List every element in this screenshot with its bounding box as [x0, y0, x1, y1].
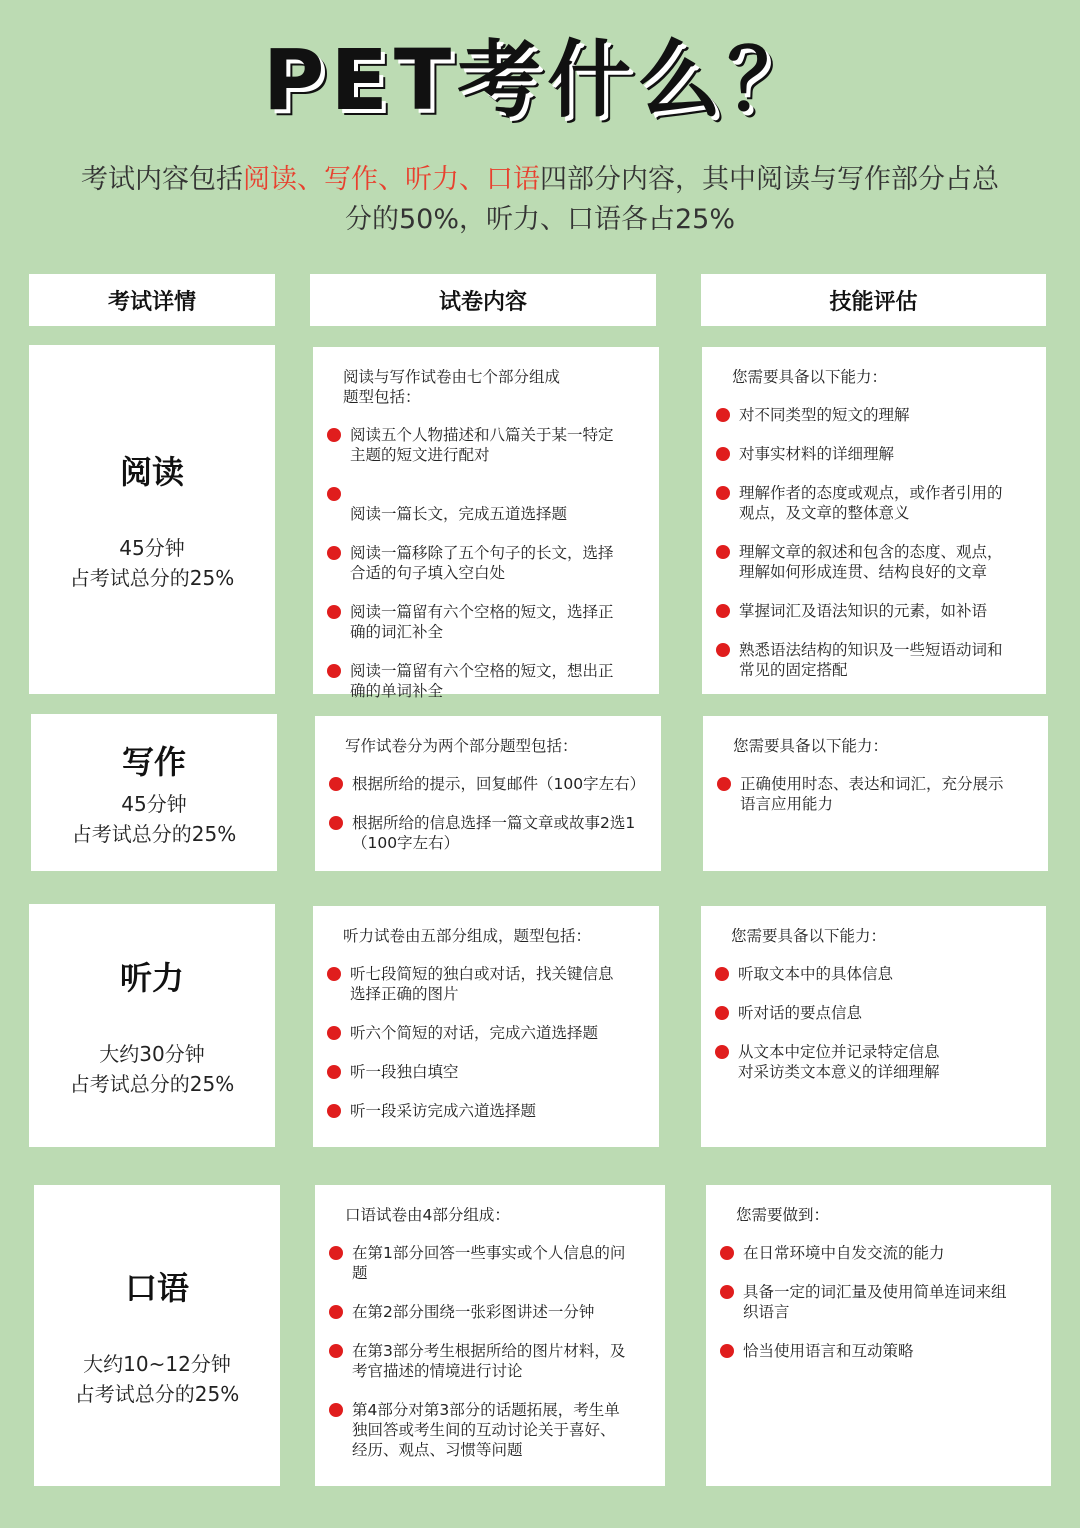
text-line: 恰当使用语言和互动策略	[743, 1342, 914, 1360]
content-item	[327, 964, 645, 1004]
item-text	[352, 774, 645, 794]
section-duration: 45分钟	[119, 535, 185, 560]
content-item	[327, 425, 645, 465]
section-name: 写作	[121, 742, 186, 781]
section-duration: 大约10~12分钟	[83, 1351, 231, 1376]
text-line	[350, 484, 567, 504]
item-text	[740, 774, 1004, 814]
content-item	[329, 774, 647, 794]
section-2-content	[313, 906, 659, 1147]
skills-item	[716, 444, 1032, 464]
bullet-dot-icon	[716, 545, 730, 559]
bullet-dot-icon	[329, 777, 343, 791]
bullet-dot-icon	[716, 408, 730, 422]
skills-item	[715, 1003, 1032, 1023]
section-duration: 大约30分钟	[99, 1041, 205, 1066]
skills-lead: 您需要具备以下能力：	[733, 737, 889, 755]
bullet-dot-icon	[327, 1026, 341, 1040]
text-line: 对采访类文本意义的详细理解	[738, 1063, 940, 1081]
section-0-content	[313, 347, 659, 700]
header-skills: 技能评估	[701, 274, 1046, 326]
section-name: 听力	[119, 958, 184, 997]
skills-item	[720, 1243, 1037, 1263]
section-name: 口语	[124, 1268, 189, 1307]
intro-sep: 、	[459, 164, 486, 195]
text-line: 在日常环境中自发交流的能力	[743, 1244, 945, 1262]
section-0-details	[29, 345, 275, 694]
bullet-dot-icon	[716, 643, 730, 657]
content-item	[327, 1101, 645, 1121]
item-text	[350, 1023, 598, 1043]
content-item	[329, 813, 647, 853]
header-details: 考试详情	[29, 274, 275, 326]
text-line: 在第1部分回答一些事实或个人信息的问	[352, 1244, 626, 1262]
bullet-dot-icon	[327, 546, 341, 560]
skills-item	[717, 774, 1034, 814]
section-name: 阅读	[119, 452, 184, 491]
text-line: 合适的句子填入空白处	[350, 564, 506, 582]
text-line: 对事实材料的详细理解	[739, 445, 895, 463]
bullet-dot-icon	[720, 1285, 734, 1299]
text-line: 阅读与写作试卷由七个部分组成	[343, 368, 561, 386]
skills-item	[716, 483, 1032, 523]
text-line: 主题的短文进行配对	[350, 446, 490, 464]
item-text	[739, 601, 987, 621]
item-text	[743, 1282, 1007, 1322]
bullet-dot-icon	[720, 1246, 734, 1260]
text-line: 理解作者的态度或观点，或作者引用的	[739, 484, 1003, 502]
item-text	[352, 1400, 620, 1460]
section-3-details	[34, 1185, 280, 1486]
item-text	[739, 542, 1003, 582]
page-title: PET考什么？	[262, 31, 818, 129]
text-line: 确的词汇补全	[350, 623, 444, 641]
text-line: 观点，及文章的整体意义	[739, 504, 910, 522]
text-line: 阅读一篇移除了五个句子的长文，选择	[350, 544, 614, 562]
bullet-dot-icon	[716, 604, 730, 618]
item-text	[743, 1341, 914, 1361]
content-item	[327, 661, 645, 701]
content-lead	[329, 736, 647, 756]
text-line: 阅读一篇留有六个空格的短文，选择正	[350, 603, 614, 621]
bullet-dot-icon	[327, 1104, 341, 1118]
skills-item	[716, 542, 1032, 582]
item-text	[743, 1243, 945, 1263]
bullet-dot-icon	[716, 447, 730, 461]
intro-sep: 、	[378, 164, 405, 195]
bullet-dot-icon	[720, 1344, 734, 1358]
section-share: 占考试总分的25%	[69, 1071, 235, 1096]
intro-highlight-listening: 听力	[405, 164, 459, 195]
item-text	[350, 661, 614, 701]
text-line: 听七段简短的独白或对话，找关键信息	[350, 965, 614, 983]
text-line: 阅读五个人物描述和八篇关于某一特定	[350, 426, 614, 444]
intro-highlight-speaking: 口语	[486, 164, 540, 195]
item-text	[350, 602, 614, 642]
item-text	[352, 813, 635, 853]
item-text	[350, 543, 614, 583]
intro-rest: 四部分内容，其中阅读与写作部分占总	[540, 164, 999, 195]
text-line: 考官描述的情境进行讨论	[352, 1362, 523, 1380]
text-line: 听一段独白填空	[350, 1063, 459, 1081]
bullet-dot-icon	[715, 1045, 729, 1059]
content-item	[329, 1341, 651, 1381]
content-lead	[327, 926, 645, 946]
skills-item	[715, 964, 1032, 984]
intro-sep: 、	[297, 164, 324, 195]
content-item	[329, 1400, 651, 1460]
section-1-skills	[703, 716, 1048, 871]
text-line: 听一段采访完成六道选择题	[350, 1102, 537, 1120]
skills-item	[716, 601, 1032, 621]
section-1-content	[315, 716, 661, 871]
content-lead	[329, 1205, 651, 1225]
content-item	[327, 1062, 645, 1082]
text-line: 题	[352, 1264, 368, 1282]
content-item	[327, 484, 645, 524]
skills-item	[715, 1042, 1032, 1082]
skills-lead: 您需要做到：	[736, 1206, 830, 1224]
text-line: 理解文章的叙述和包含的态度、观点，	[739, 543, 1003, 561]
item-text	[739, 483, 1003, 523]
text-line: 根据所给的信息选择一篇文章或故事2选1	[352, 814, 636, 832]
bullet-dot-icon	[327, 605, 341, 619]
bullet-dot-icon	[327, 1065, 341, 1079]
text-line: 语言应用能力	[740, 795, 834, 813]
bullet-dot-icon	[329, 1344, 343, 1358]
content-item	[327, 602, 645, 642]
bullet-dot-icon	[715, 1006, 729, 1020]
text-line: 根据所给的提示，回复邮件（100字左右）	[352, 775, 646, 793]
text-line: 听取文本中的具体信息	[738, 965, 894, 983]
text-line: 织语言	[743, 1303, 790, 1321]
section-3-content	[315, 1185, 665, 1486]
bullet-dot-icon	[716, 486, 730, 500]
section-0-skills	[702, 347, 1046, 694]
section-1-details	[31, 714, 277, 871]
text-line: 确的单词补全	[350, 682, 444, 700]
text-line: 口语试卷由4部分组成：	[345, 1206, 510, 1224]
bullet-dot-icon	[327, 487, 341, 501]
content-lead	[327, 367, 645, 407]
item-text	[352, 1243, 625, 1283]
bullet-dot-icon	[329, 1305, 343, 1319]
item-text	[350, 1062, 459, 1082]
item-text	[739, 444, 894, 464]
text-line: 经历、观点、习惯等问题	[352, 1441, 523, 1459]
content-item	[327, 543, 645, 583]
header-content: 试卷内容	[310, 274, 656, 326]
text-line: 阅读一篇长文，完成五道选择题	[350, 505, 568, 523]
skills-item	[720, 1341, 1037, 1361]
text-line: 在第2部分围绕一张彩图讲述一分钟	[352, 1303, 595, 1321]
text-line: 具备一定的词汇量及使用简单连词来组	[743, 1283, 1007, 1301]
intro-text	[40, 160, 1040, 240]
text-line: 熟悉语法结构的知识及一些短语动词和	[739, 641, 1003, 659]
intro-highlight-reading: 阅读	[243, 164, 297, 195]
section-share: 占考试总分的25%	[71, 821, 237, 846]
text-line: 理解如何形成连贯、结构良好的文章	[739, 563, 988, 581]
text-line: 听六个简短的对话，完成六道选择题	[350, 1024, 599, 1042]
skills-item	[716, 405, 1032, 425]
text-line: 常见的固定搭配	[739, 661, 848, 679]
item-text	[350, 425, 614, 465]
item-text	[738, 1003, 862, 1023]
bullet-dot-icon	[329, 1403, 343, 1417]
section-3-skills	[706, 1185, 1051, 1486]
text-line: 掌握词汇及语法知识的元素，如补语	[739, 602, 988, 620]
text-line: 听对话的要点信息	[738, 1004, 863, 1022]
section-2-details	[29, 904, 275, 1147]
section-share: 占考试总分的25%	[69, 565, 235, 590]
text-line: 题型包括：	[343, 388, 421, 406]
content-item	[329, 1302, 651, 1322]
text-line: 选择正确的图片	[350, 985, 459, 1003]
intro-line-2: 分的50%，听力、口语各占25%	[344, 204, 736, 235]
bullet-dot-icon	[327, 428, 341, 442]
content-item	[329, 1243, 651, 1283]
bullet-dot-icon	[327, 664, 341, 678]
bullet-dot-icon	[715, 967, 729, 981]
item-text	[350, 1101, 536, 1121]
section-share: 占考试总分的25%	[74, 1381, 240, 1406]
item-text	[350, 484, 567, 524]
skills-lead: 您需要具备以下能力：	[732, 368, 888, 386]
text-line: 独回答或考生间的互动讨论关于喜好、	[352, 1421, 616, 1439]
text-line: 第4部分对第3部分的话题拓展，考生单	[352, 1401, 620, 1419]
intro-highlight-writing: 写作	[324, 164, 378, 195]
item-text	[350, 964, 614, 1004]
bullet-dot-icon	[329, 816, 343, 830]
item-text	[352, 1341, 625, 1381]
skills-item	[716, 640, 1032, 680]
skills-lead: 您需要具备以下能力：	[731, 927, 887, 945]
bullet-dot-icon	[329, 1246, 343, 1260]
text-line: 写作试卷分为两个部分题型包括：	[345, 737, 578, 755]
item-text	[739, 405, 910, 425]
text-line: 听力试卷由五部分组成，题型包括：	[343, 927, 592, 945]
section-2-skills	[701, 906, 1046, 1147]
item-text	[738, 964, 893, 984]
bullet-dot-icon	[717, 777, 731, 791]
text-line: 从文本中定位并记录特定信息	[738, 1043, 940, 1061]
text-line: 正确使用时态、表达和词汇，充分展示	[740, 775, 1004, 793]
text-line: 阅读一篇留有六个空格的短文，想出正	[350, 662, 614, 680]
text-line: 对不同类型的短文的理解	[739, 406, 910, 424]
text-line: （100字左右）	[352, 834, 460, 852]
intro-line-1	[40, 160, 1040, 200]
bullet-dot-icon	[327, 967, 341, 981]
item-text	[739, 640, 1003, 680]
item-text	[738, 1042, 940, 1082]
content-item	[327, 1023, 645, 1043]
skills-item	[720, 1282, 1037, 1322]
text-line: 在第3部分考生根据所给的图片材料，及	[352, 1342, 626, 1360]
intro-prefix: 考试内容包括	[81, 164, 243, 195]
section-duration: 45分钟	[121, 791, 187, 816]
item-text	[352, 1302, 594, 1322]
